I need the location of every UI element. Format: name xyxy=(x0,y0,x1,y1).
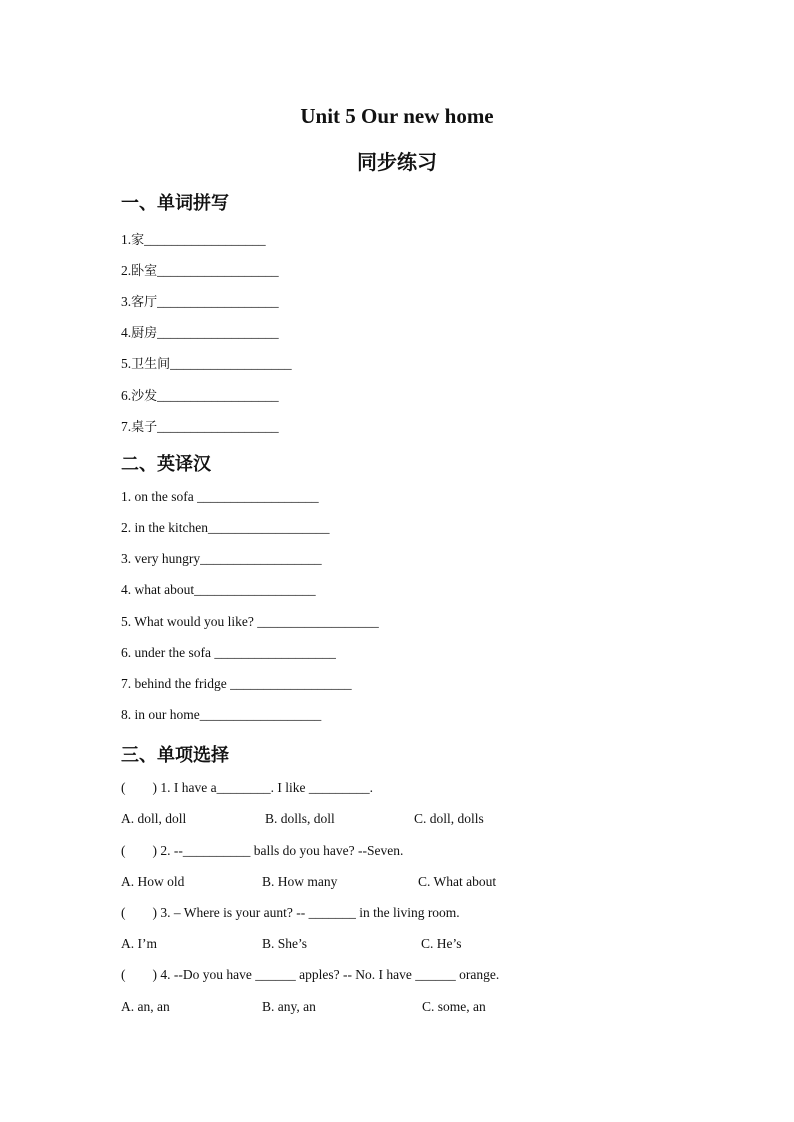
answer-blank: __________________ xyxy=(157,325,279,340)
spelling-item xyxy=(121,385,279,404)
option-c: C. What about xyxy=(418,874,497,889)
translation-item: 6. under the sofa __________________ xyxy=(121,645,336,660)
translation-item: 7. behind the fridge __________________ xyxy=(121,676,352,691)
item-number: 5. xyxy=(121,356,132,371)
answer-blank: __________________ xyxy=(157,263,279,278)
item-prompt: 卧室 xyxy=(131,264,158,279)
option-b: B. How many xyxy=(262,874,338,889)
item-prompt: 家 xyxy=(131,233,145,248)
translation-item: 3. very hungry__________________ xyxy=(121,551,322,566)
spelling-item xyxy=(121,322,279,341)
option-b: B. dolls, doll xyxy=(265,811,335,826)
answer-blank: __________________ xyxy=(157,419,279,434)
option-a: A. doll, doll xyxy=(121,811,187,826)
translation-item: 1. on the sofa __________________ xyxy=(121,489,319,504)
spelling-item xyxy=(121,416,279,435)
item-prompt: 卫生间 xyxy=(131,357,171,372)
item-number: 1. xyxy=(121,232,132,247)
question-stem: ( ) 3. – Where is your aunt? -- _______ in the living room. xyxy=(121,905,460,920)
page-title: Unit 5 Our new home xyxy=(300,104,494,128)
option-a: A. an, an xyxy=(121,999,170,1014)
item-prompt: 厨房 xyxy=(131,326,158,341)
section-heading-multiple-choice: 三、单项选择 xyxy=(121,745,229,766)
answer-blank: __________________ xyxy=(170,356,292,371)
item-number: 6. xyxy=(121,388,132,403)
spelling-item xyxy=(121,229,266,248)
item-number: 2. xyxy=(121,263,132,278)
option-c: C. doll, dolls xyxy=(414,811,484,826)
item-prompt: 客厅 xyxy=(131,295,158,310)
option-a: A. How old xyxy=(121,874,185,889)
option-b: B. She’s xyxy=(262,936,308,951)
item-prompt: 沙发 xyxy=(131,389,158,404)
question-stem: ( ) 4. --Do you have ______ apples? -- No. I have ______ orange. xyxy=(121,967,500,982)
question-stem: ( ) 2. --__________ balls do you have? --Seven. xyxy=(121,843,404,858)
section-heading-spelling: 一、单词拼写 xyxy=(121,193,229,214)
translation-item: 2. in the kitchen__________________ xyxy=(121,520,330,535)
item-prompt: 桌子 xyxy=(131,420,158,435)
item-number: 3. xyxy=(121,294,132,309)
option-a: A. I’m xyxy=(121,936,157,951)
option-c: C. He’s xyxy=(421,936,462,951)
translation-item: 4. what about__________________ xyxy=(121,582,316,597)
spelling-item xyxy=(121,291,279,310)
item-number: 4. xyxy=(121,325,132,340)
spelling-item xyxy=(121,353,292,372)
answer-blank: __________________ xyxy=(144,232,266,247)
option-c: C. some, an xyxy=(422,999,486,1014)
question-stem: ( ) 1. I have a________. I like _________. xyxy=(121,780,373,795)
option-b: B. any, an xyxy=(262,999,316,1014)
translation-item: 5. What would you like? __________________ xyxy=(121,614,379,629)
spelling-item xyxy=(121,260,279,279)
page-subtitle: 同步练习 xyxy=(357,150,437,174)
answer-blank: __________________ xyxy=(157,388,279,403)
section-heading-translation: 二、英译汉 xyxy=(121,454,211,475)
translation-item: 8. in our home__________________ xyxy=(121,707,322,722)
item-number: 7. xyxy=(121,419,132,434)
answer-blank: __________________ xyxy=(157,294,279,309)
